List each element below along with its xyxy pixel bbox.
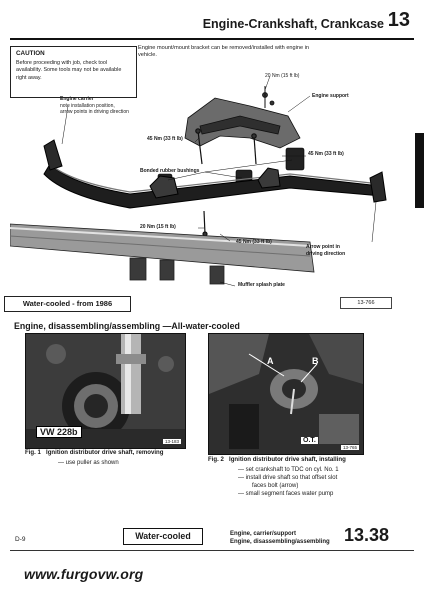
footer-topics bbox=[230, 530, 330, 546]
section-heading bbox=[14, 321, 240, 331]
page-number: 13 bbox=[387, 9, 410, 31]
fig2-photo bbox=[208, 333, 364, 455]
fig1-label: Fig. 1 bbox=[25, 449, 41, 456]
label-torque-45-left: 45 Nm (33 ft lb) bbox=[147, 136, 183, 142]
fig2-title: Ignition distributor drive shaft, installing bbox=[229, 456, 346, 463]
label-bonded-bushings: Bonded rubber bushings bbox=[140, 168, 200, 174]
fig1-bullet-1: — use puller as shown bbox=[58, 460, 119, 466]
footer-section-number: 13.38 bbox=[344, 525, 390, 545]
footer-rule bbox=[10, 550, 414, 551]
footer-line-1: Engine, carrier/support bbox=[230, 531, 297, 537]
fig2-caption bbox=[208, 456, 408, 465]
label-torque-45-bottom: 45 Nm (33 ft lb) bbox=[236, 239, 272, 245]
fig2-marker-b: B bbox=[312, 356, 319, 366]
fig2-bullet-3: faces bolt (arrow) bbox=[252, 483, 299, 489]
fig2-marker-a: A bbox=[267, 356, 274, 366]
label-carrier-note-1: note installation position, bbox=[60, 103, 115, 109]
mount-note: Engine mount/mount bracket can be removed/installed with engine in vehicle. bbox=[138, 45, 310, 59]
muffler-splash-plate bbox=[10, 224, 314, 284]
thumb-index-tab bbox=[415, 133, 424, 208]
watermark-url: www.furgovw.org bbox=[24, 566, 144, 582]
fig2-ot-label: O.T. bbox=[303, 437, 316, 444]
fig1-photo bbox=[25, 333, 186, 449]
label-torque-20-top: 20 Nm (15 ft lb) bbox=[265, 73, 300, 79]
label-arrow-point-2: driving direction bbox=[306, 251, 346, 257]
fig1-caption bbox=[25, 449, 195, 458]
label-arrow-point-1: Arrow point in bbox=[306, 244, 340, 250]
label-torque-20-bottom: 20 Nm (15 ft lb) bbox=[140, 224, 176, 230]
label-torque-45-right: 45 Nm (33 ft lb) bbox=[308, 151, 344, 157]
water-cooled-box: Water-cooled - from 1986 bbox=[4, 296, 131, 312]
fig1-code: 13-183 bbox=[164, 439, 179, 444]
engine-support-bracket bbox=[185, 86, 300, 148]
label-engine-carrier: Engine carrier bbox=[60, 96, 94, 102]
label-muffler-plate: Muffler splash plate bbox=[238, 282, 285, 288]
caution-text: Before proceeding with job, check tool availability. Some tools may not be available right away. bbox=[16, 60, 122, 81]
header-rule bbox=[10, 38, 414, 40]
caution-heading: CAUTION bbox=[16, 50, 45, 57]
label-engine-support: Engine support bbox=[312, 93, 349, 99]
fig2-bullet-1: — set crankshaft to TDC on cyl. No. 1 bbox=[238, 467, 339, 473]
footer-water-cooled-box: Water-cooled bbox=[123, 528, 203, 545]
page-title: Engine-Crankshaft, Crankcase bbox=[202, 17, 384, 31]
caution-box bbox=[10, 46, 137, 98]
fig1-title: Ignition distributor drive shaft, removing bbox=[46, 449, 164, 456]
footer-page-ref: D-9 bbox=[15, 536, 26, 543]
footer-line-2: Engine, disassembling/assembling bbox=[230, 539, 330, 546]
section-heading-main: Engine, disassembling/assembling bbox=[14, 321, 161, 331]
fig2-code: 13-765 bbox=[342, 445, 357, 450]
fig1-tool-label: VW 228b bbox=[36, 426, 82, 438]
fig2-bullet-4: — small segment faces water pump bbox=[238, 491, 334, 497]
label-carrier-note-2: arrow points in driving direction bbox=[60, 109, 129, 115]
section-heading-suffix: —All-water-cooled bbox=[162, 321, 240, 331]
fig2-bullet-2: — install drive shaft so that offset slot bbox=[238, 475, 338, 481]
fig2-label: Fig. 2 bbox=[208, 456, 224, 463]
figure-id: 13-766 bbox=[340, 297, 392, 309]
fig2-photo-image bbox=[209, 334, 363, 454]
